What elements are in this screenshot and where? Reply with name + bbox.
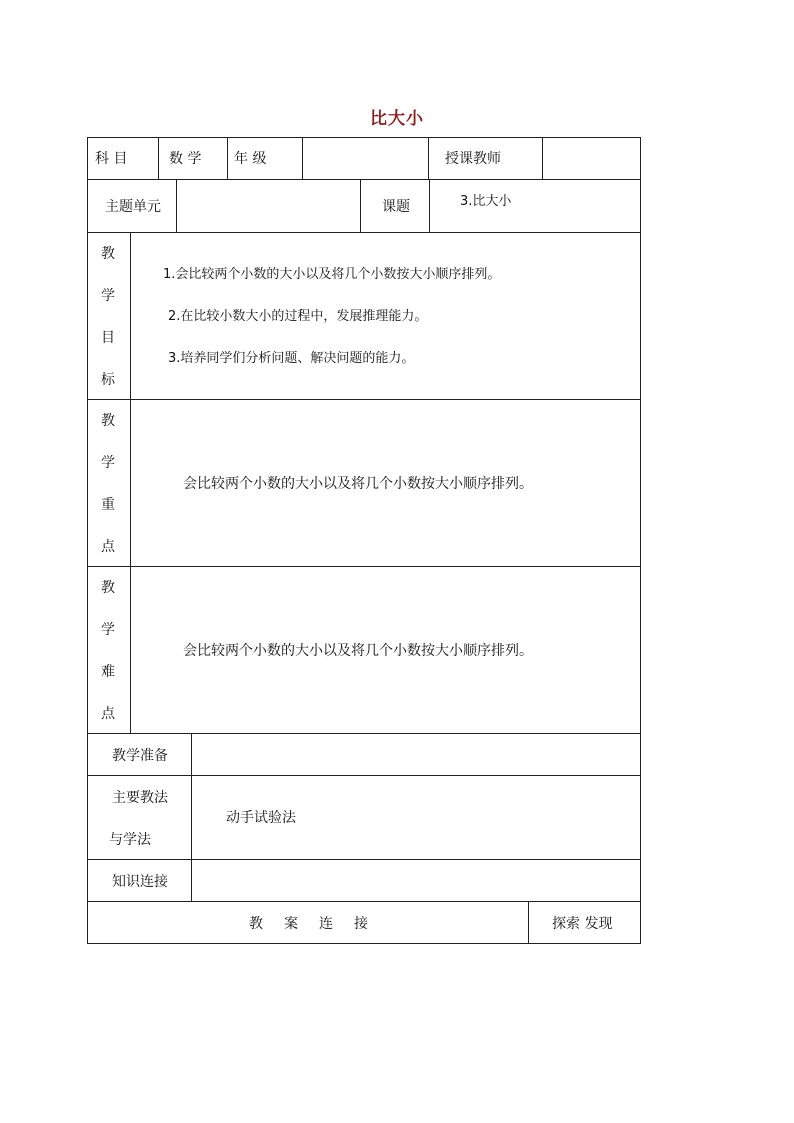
knowledge-content-cell [191, 859, 641, 902]
objectives-label-char: 标 [101, 372, 115, 388]
explore-discover-cell [528, 901, 641, 944]
keypoints-label-cell [87, 399, 131, 567]
keypoints-label-char: 重 [101, 497, 115, 513]
knowledge-label: 知识连接 [112, 874, 168, 890]
unit-value-cell [176, 179, 361, 233]
explore-discover-label: 探索 发现 [552, 916, 613, 932]
objective-item: 1.会比较两个小数的大小以及将几个小数按大小顺序排列。 [163, 267, 501, 282]
keypoints-label-char: 教 [101, 413, 115, 429]
grade-label-cell [227, 137, 303, 180]
methods-label-line2: 与学法 [109, 832, 151, 848]
subject-label-cell [87, 137, 159, 180]
unit-label: 主题单元 [105, 199, 161, 215]
subject-value-cell [158, 137, 228, 180]
objectives-content-cell [130, 232, 641, 400]
difficulties-label-cell [87, 566, 131, 734]
keypoints-label-char: 点 [101, 539, 115, 555]
objectives-label-cell [87, 232, 131, 400]
lesson-plan-link-char: 案 [284, 916, 298, 932]
objective-item: 3.培养同学们分析问题、解决问题的能力。 [168, 351, 415, 366]
keypoints-content-cell [130, 399, 641, 567]
grade-label: 年 级 [234, 151, 267, 167]
difficulties-label-char: 教 [101, 580, 115, 596]
lesson-plan-link-char: 连 [319, 916, 333, 932]
difficulties-label-char: 点 [101, 706, 115, 722]
preparation-label: 教学准备 [112, 748, 168, 764]
subject-value: 数 学 [169, 151, 202, 167]
teacher-value-cell [542, 137, 641, 180]
topic-value: 3.比大小 [460, 194, 512, 209]
topic-value-cell [429, 179, 641, 233]
lesson-plan-link-cell [87, 901, 529, 944]
difficulties-content: 会比较两个小数的大小以及将几个小数按大小顺序排列。 [183, 643, 533, 659]
subject-label: 科 目 [95, 151, 128, 167]
teacher-label: 授课教师 [445, 151, 501, 167]
teacher-label-cell [428, 137, 543, 180]
difficulties-label-char: 学 [101, 622, 115, 638]
topic-label-cell [360, 179, 430, 233]
objectives-label-char: 教 [101, 246, 115, 262]
page-title: 比大小 [370, 109, 424, 129]
methods-label-cell [87, 775, 192, 860]
methods-content-cell [191, 775, 641, 860]
objectives-label-char: 学 [101, 288, 115, 304]
objective-item: 2.在比较小数大小的过程中，发展推理能力。 [168, 309, 428, 324]
methods-label-line1: 主要教法 [112, 790, 168, 806]
lesson-plan-link-char: 接 [354, 916, 368, 932]
topic-label: 课题 [382, 199, 410, 215]
keypoints-label-char: 学 [101, 455, 115, 471]
lesson-plan-table [87, 137, 641, 944]
preparation-label-cell [87, 733, 192, 776]
preparation-content-cell [191, 733, 641, 776]
difficulties-content-cell [130, 566, 641, 734]
keypoints-content: 会比较两个小数的大小以及将几个小数按大小顺序排列。 [183, 476, 533, 492]
difficulties-label-char: 难 [101, 664, 115, 680]
grade-value-cell [302, 137, 429, 180]
lesson-plan-link-char: 教 [249, 916, 263, 932]
methods-content: 动手试验法 [226, 810, 296, 826]
unit-label-cell [87, 179, 177, 233]
objectives-label-char: 目 [101, 330, 115, 346]
knowledge-label-cell [87, 859, 192, 902]
